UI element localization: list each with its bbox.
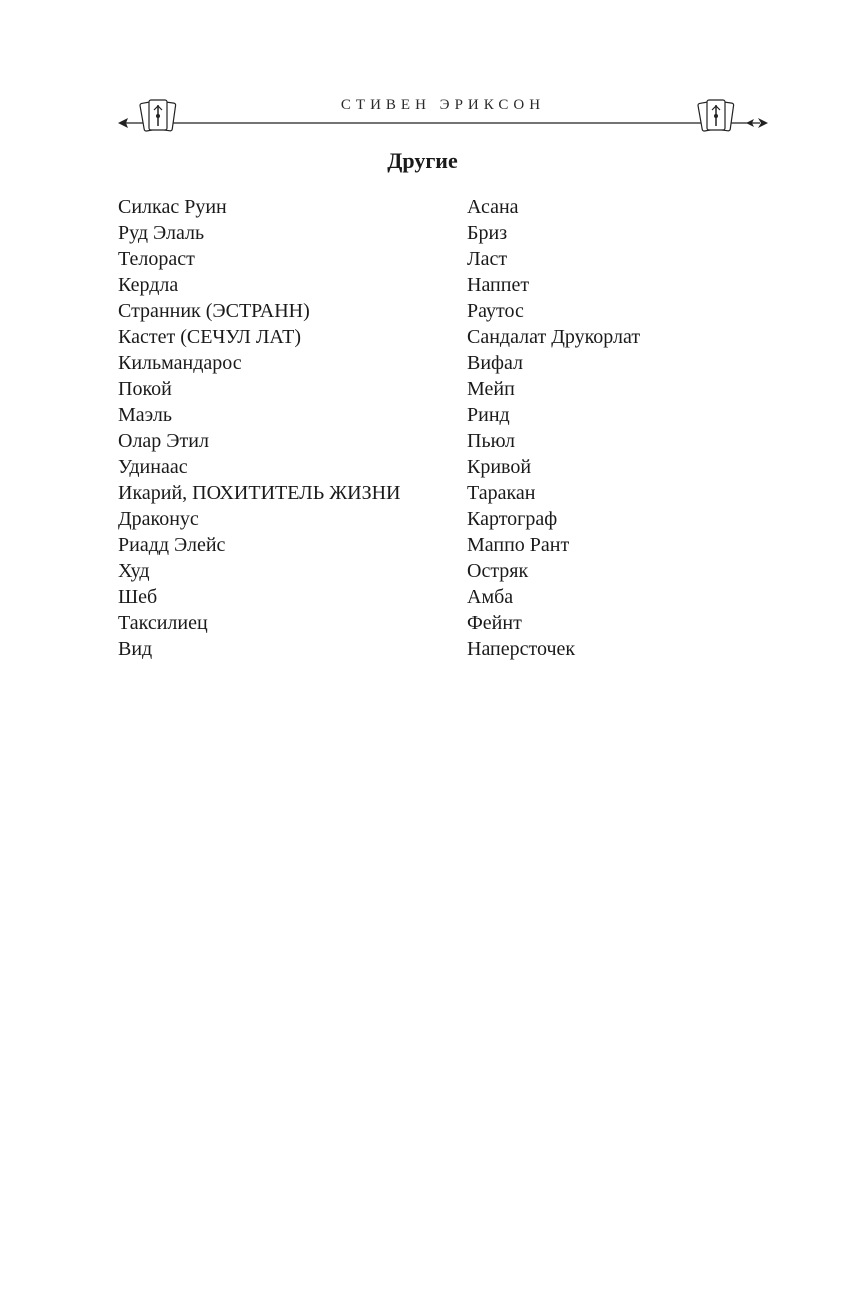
list-item: Вид bbox=[118, 638, 153, 660]
list-item: Асана bbox=[467, 196, 519, 218]
list-item: Таракан bbox=[467, 482, 536, 504]
list-item: Мейп bbox=[467, 378, 515, 400]
list-item: Кердла bbox=[118, 274, 179, 296]
list-item: Кильмандарос bbox=[118, 352, 242, 374]
list-item: Телораст bbox=[118, 248, 195, 270]
running-head-author: СТИВЕН ЭРИКСОН bbox=[340, 97, 546, 113]
list-item: Странник (ЭСТРАНН) bbox=[118, 300, 310, 322]
list-item: Бриз bbox=[467, 222, 508, 244]
list-item: Остряк bbox=[467, 560, 529, 582]
list-item: Картограф bbox=[467, 508, 558, 530]
list-item: Удинаас bbox=[118, 456, 188, 478]
list-item: Пьюл bbox=[467, 430, 515, 452]
list-item: Силкас Руин bbox=[118, 196, 227, 218]
list-item: Худ bbox=[118, 560, 150, 582]
list-item: Кривой bbox=[467, 456, 532, 478]
list-item: Маппо Рант bbox=[467, 534, 570, 556]
list-item: Наппет bbox=[467, 274, 530, 296]
names-column-left bbox=[118, 194, 401, 662]
list-item: Вифал bbox=[467, 352, 524, 374]
running-head bbox=[118, 92, 768, 142]
list-item: Кастет (СЕЧУЛ ЛАТ) bbox=[118, 326, 301, 348]
list-item: Маэль bbox=[118, 404, 172, 426]
section-title: Другие bbox=[387, 148, 458, 173]
list-item: Покой bbox=[118, 378, 172, 400]
list-item: Сандалат Друкорлат bbox=[467, 326, 641, 348]
list-item: Наперсточек bbox=[467, 638, 576, 660]
list-item: Раутос bbox=[467, 300, 524, 322]
list-item: Таксилиец bbox=[118, 612, 208, 634]
list-item: Фейнт bbox=[467, 612, 522, 634]
list-item: Ласт bbox=[467, 248, 508, 270]
list-item: Ринд bbox=[467, 404, 510, 426]
list-item: Амба bbox=[467, 586, 514, 608]
list-item: Олар Этил bbox=[118, 430, 209, 452]
names-column-right bbox=[467, 194, 640, 662]
list-item: Икарий, ПОХИТИТЕЛЬ ЖИЗНИ bbox=[118, 482, 401, 504]
list-item: Риадд Элейс bbox=[118, 534, 226, 556]
list-item: Шеб bbox=[118, 586, 158, 608]
list-item: Руд Элаль bbox=[118, 222, 205, 244]
list-item: Драконус bbox=[118, 508, 199, 530]
